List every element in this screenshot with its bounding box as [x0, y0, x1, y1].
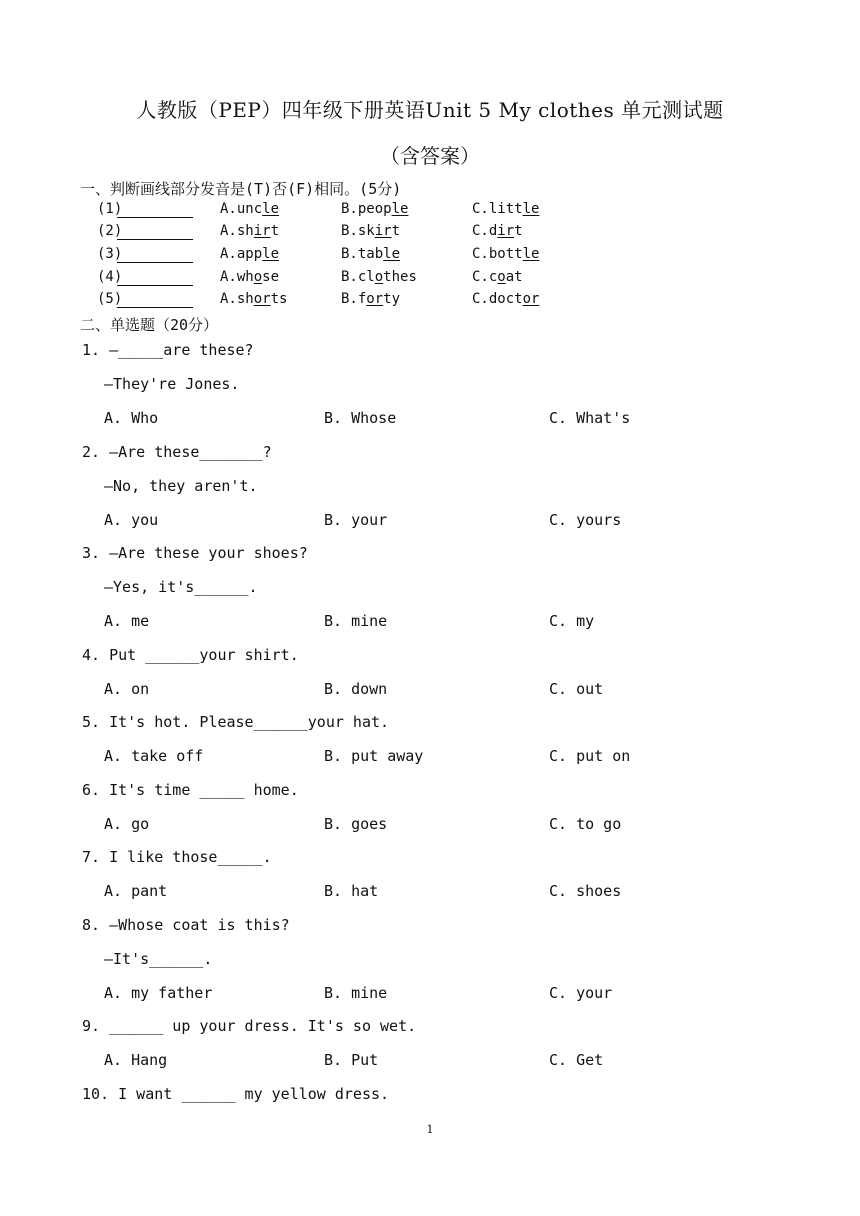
page-number: 1	[426, 1123, 434, 1136]
row-number: (2)	[97, 223, 123, 239]
question-text: 8. —Whose coat is this?	[82, 916, 290, 934]
row-number: (3)	[97, 246, 123, 262]
choice-c[interactable]: C. out	[549, 680, 604, 698]
answer-blank[interactable]	[117, 217, 193, 218]
choice-c[interactable]: C. yours	[549, 511, 622, 529]
choice-b[interactable]: B. down	[324, 680, 388, 698]
choice-c[interactable]: C. your	[549, 984, 613, 1002]
option-a: A.whose	[220, 269, 280, 285]
section1-heading: 一、判断画线部分发音是(T)否(F)相同。(5分)	[80, 180, 402, 198]
option-c: C.dirt	[472, 223, 523, 239]
answer-blank[interactable]	[117, 307, 193, 308]
choice-a[interactable]: A. my father	[104, 984, 213, 1002]
choice-c[interactable]: C. Get	[549, 1051, 604, 1069]
choice-a[interactable]: A. take off	[104, 747, 204, 765]
question-response: —It's______.	[104, 950, 213, 968]
choice-c[interactable]: C. to go	[549, 815, 622, 833]
option-a: A.shirt	[220, 223, 280, 239]
choice-a[interactable]: A. pant	[104, 882, 168, 900]
question-text: 1. —_____are these?	[82, 341, 254, 359]
choice-b[interactable]: B. mine	[324, 612, 388, 630]
question-response: —Yes, it's______.	[104, 578, 258, 596]
row-number: (4)	[97, 269, 123, 285]
answer-blank[interactable]	[117, 239, 193, 240]
option-a: A.uncle	[220, 201, 280, 217]
choice-a[interactable]: A. you	[104, 511, 159, 529]
question-text: 4. Put ______your shirt.	[82, 646, 299, 664]
option-c: C.coat	[472, 269, 523, 285]
answer-blank[interactable]	[117, 262, 193, 263]
choice-a[interactable]: A. Hang	[104, 1051, 168, 1069]
page-title: 人教版（PEP）四年级下册英语Unit 5 My clothes 单元测试题	[136, 98, 724, 122]
option-b: B.forty	[341, 291, 401, 307]
question-text: 6. It's time _____ home.	[82, 781, 299, 799]
choice-b[interactable]: B. mine	[324, 984, 388, 1002]
option-c: C.bottle	[472, 246, 540, 262]
question-response: —They're Jones.	[104, 375, 240, 393]
option-b: B.skirt	[341, 223, 401, 239]
choice-b[interactable]: B. Whose	[324, 409, 397, 427]
choice-b[interactable]: B. put away	[324, 747, 424, 765]
choice-c[interactable]: C. my	[549, 612, 595, 630]
choice-c[interactable]: C. put on	[549, 747, 631, 765]
answer-blank[interactable]	[117, 285, 193, 286]
question-text: 9. ______ up your dress. It's so wet.	[82, 1017, 417, 1035]
option-b: B.clothes	[341, 269, 417, 285]
question-text: 5. It's hot. Please______your hat.	[82, 713, 390, 731]
choice-a[interactable]: A. Who	[104, 409, 159, 427]
row-number: (1)	[97, 201, 123, 217]
option-a: A.shorts	[220, 291, 288, 307]
question-text: 7. I like those_____.	[82, 848, 272, 866]
choice-b[interactable]: B. hat	[324, 882, 379, 900]
option-c: C.doctor	[472, 291, 540, 307]
option-a: A.apple	[220, 246, 280, 262]
row-number: (5)	[97, 291, 123, 307]
question-text: 3. —Are these your shoes?	[82, 544, 308, 562]
choice-a[interactable]: A. on	[104, 680, 150, 698]
page-subtitle: （含答案）	[380, 144, 480, 168]
question-response: —No, they aren't.	[104, 477, 258, 495]
choice-a[interactable]: A. me	[104, 612, 150, 630]
section2-heading: 二、单选题（20分）	[80, 316, 219, 334]
question-text: 2. —Are these_______?	[82, 443, 272, 461]
option-b: B.people	[341, 201, 409, 217]
choice-c[interactable]: C. shoes	[549, 882, 622, 900]
option-c: C.little	[472, 201, 540, 217]
choice-c[interactable]: C. What's	[549, 409, 631, 427]
choice-b[interactable]: B. your	[324, 511, 388, 529]
option-b: B.table	[341, 246, 401, 262]
question-text: 10. I want ______ my yellow dress.	[82, 1085, 390, 1103]
choice-a[interactable]: A. go	[104, 815, 150, 833]
choice-b[interactable]: B. goes	[324, 815, 388, 833]
choice-b[interactable]: B. Put	[324, 1051, 379, 1069]
